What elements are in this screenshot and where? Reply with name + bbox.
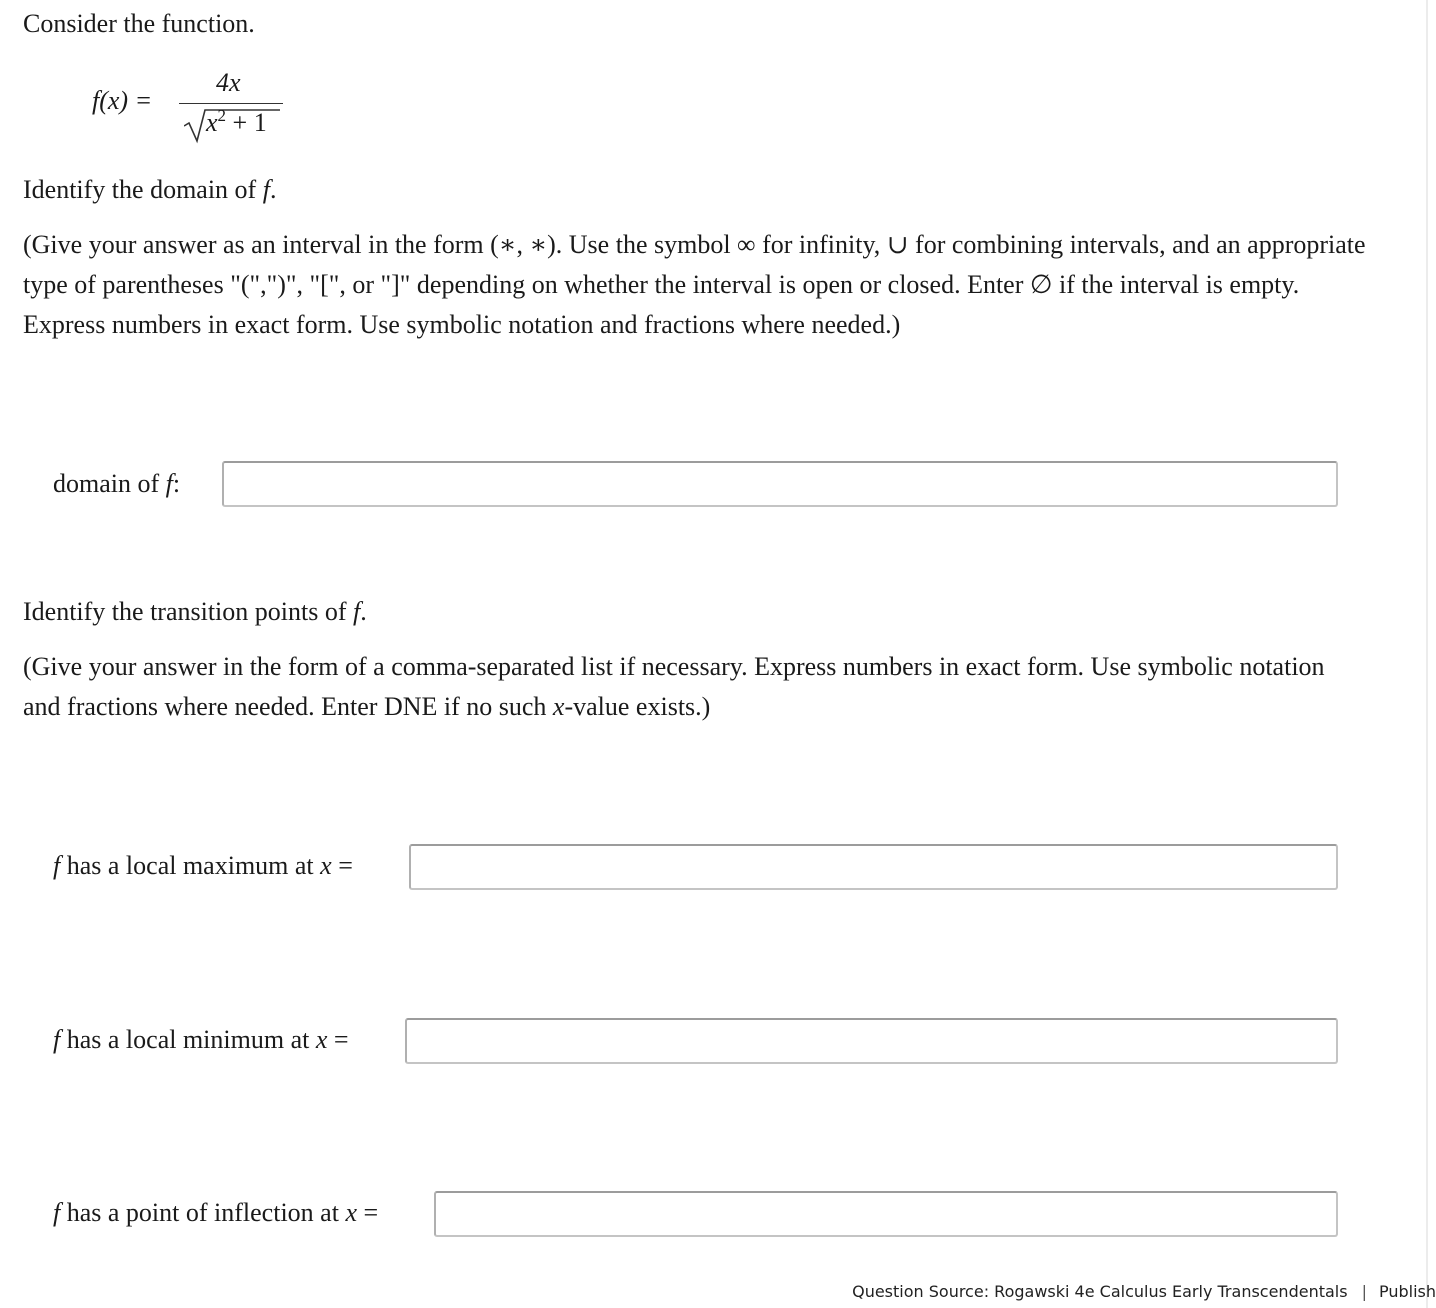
transition-instructions-line-2: and fractions where needed. Enter DNE if no such x-value exists.) bbox=[23, 692, 711, 721]
domain-instructions-line-3: Express numbers in exact form. Use symbolic notation and fractions where needed.) bbox=[23, 310, 901, 339]
inflection-point-input[interactable] bbox=[434, 1191, 1338, 1237]
function-formula bbox=[92, 66, 292, 146]
question-source: Question Source: Rogawski 4e Calculus Early Transcendentals bbox=[852, 1282, 1348, 1301]
local-maximum-input[interactable] bbox=[409, 844, 1338, 890]
transition-prompt: Identify the transition points of f. bbox=[23, 597, 367, 626]
local-minimum-input[interactable] bbox=[405, 1018, 1338, 1064]
publisher-link[interactable]: Publish bbox=[1378, 1282, 1436, 1301]
footer bbox=[852, 1282, 1436, 1301]
domain-input[interactable] bbox=[222, 461, 1338, 507]
formula-radicand: $x^2 + 1$ bbox=[206, 106, 267, 137]
local-maximum-label: f has a local maximum at x = bbox=[53, 851, 353, 880]
intro-text: Consider the function. bbox=[23, 9, 255, 38]
radical bbox=[184, 104, 284, 144]
footer-separator: | bbox=[1361, 1282, 1367, 1301]
domain-instructions bbox=[23, 225, 1366, 345]
transition-instructions bbox=[23, 647, 1325, 727]
domain-instructions-line-1: (Give your answer as an interval in the form (∗, ∗). Use the symbol ∞ for infinity, ∪ for combining intervals, and an appropriate bbox=[23, 230, 1366, 259]
formula-lhs: f(x) = bbox=[92, 86, 153, 115]
domain-label: domain of f: bbox=[53, 469, 181, 498]
inflection-point-label: f has a point of inflection at x = bbox=[53, 1198, 379, 1227]
domain-instructions-line-2: type of parentheses "(",")", "[", or "]" depending on whether the interval is open or closed. Enter ∅ if the interval is empty. bbox=[23, 270, 1300, 299]
formula-numerator: 4x bbox=[216, 68, 241, 97]
right-divider bbox=[1426, 0, 1428, 1308]
transition-instructions-line-1: (Give your answer in the form of a comma-separated list if necessary. Express numbers in exact form. Use symbolic notation bbox=[23, 652, 1325, 681]
local-minimum-label: f has a local minimum at x = bbox=[53, 1025, 349, 1054]
domain-prompt: Identify the domain of f. bbox=[23, 175, 277, 204]
